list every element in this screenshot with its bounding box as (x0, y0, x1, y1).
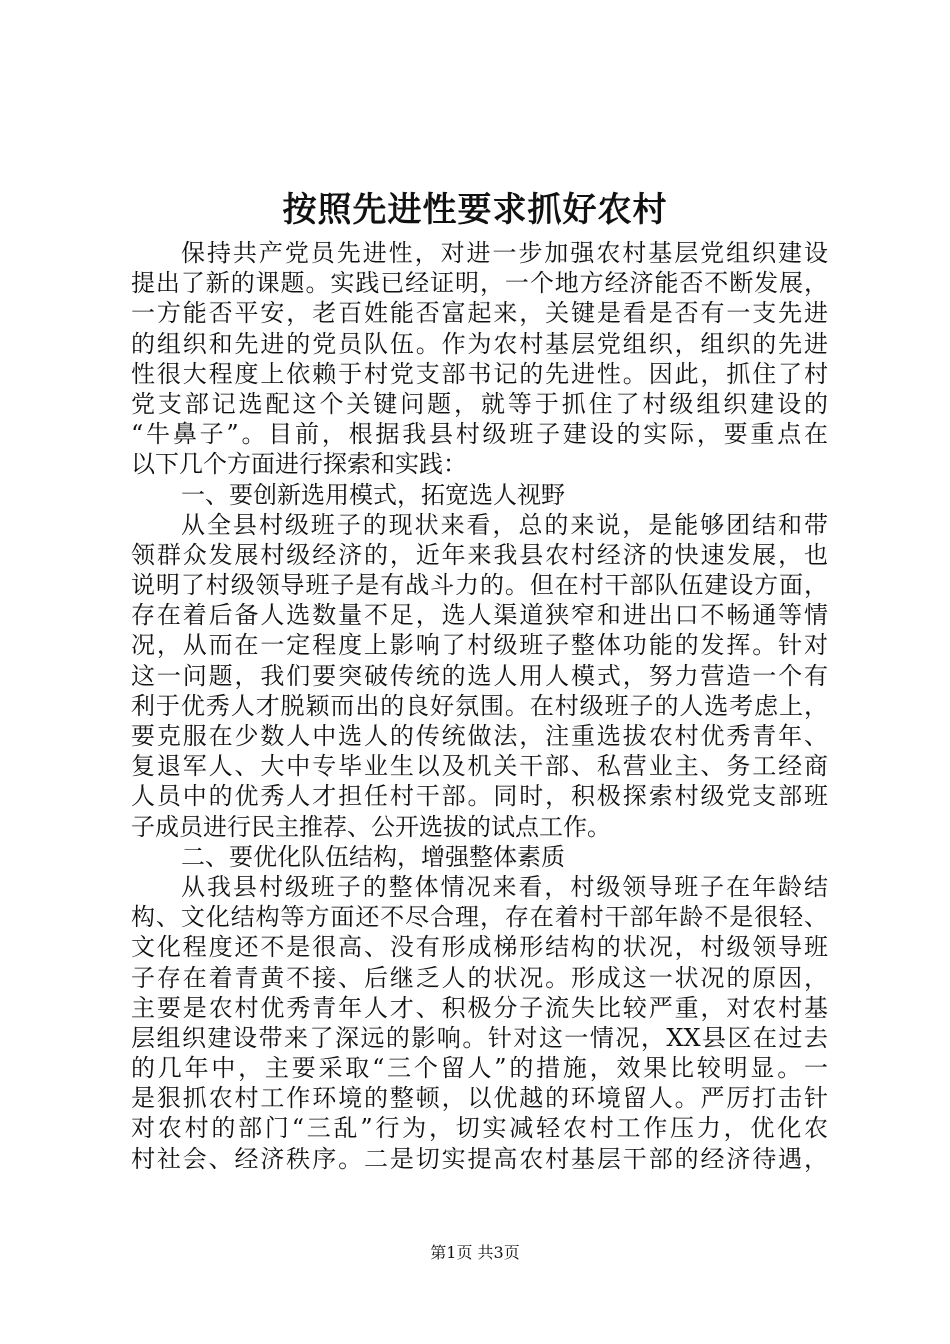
text-line: 领群众发展村级经济的，近年来我县农村经济的快速发展，也 (131, 540, 828, 569)
text-line: 一、要创新选用模式，拓宽选人视野 (181, 480, 565, 509)
text-line: 党支部记选配这个关键问题，就等于抓住了村级组织建设的 (131, 389, 828, 418)
text-line: 说明了村级领导班子是有战斗力的。但在村干部队伍建设方面， (131, 571, 828, 600)
text-line: 从全县村级班子的现状来看，总的来说，是能够团结和带 (181, 510, 828, 539)
page-footer: 第1页 共3页 (430, 1243, 520, 1262)
text-line: 利于优秀人才脱颖而出的良好氛围。在村级班子的人选考虑上， (131, 691, 828, 720)
text-line: 构、文化结构等方面还不尽合理，存在着村干部年龄不是很轻、 (131, 903, 828, 932)
text-line: 存在着后备人选数量不足，选人渠道狭窄和进出口不畅通等情 (131, 601, 828, 630)
text-line: 提出了新的课题。实践已经证明，一个地方经济能否不断发展， (131, 269, 828, 298)
text-line: 主要是农村优秀青年人才、积极分子流失比较严重，对农村基 (131, 993, 828, 1022)
text-line: 一方能否平安，老百姓能否富起来，关键是看是否有一支先进 (131, 299, 828, 328)
text-line: 要克服在少数人中选人的传统做法，注重选拔农村优秀青年、 (131, 722, 828, 750)
text-line: 层组织建设带来了深远的影响。针对这一情况，XX县区在过去 (131, 1023, 828, 1052)
text-line: 村社会、经济秩序。二是切实提高农村基层干部的经济待遇， (131, 1144, 828, 1173)
text-line: 复退军人、大中专毕业生以及机关干部、私营业主、务工经商 (131, 752, 828, 781)
text-line: 以下几个方面进行探索和实践： (131, 450, 467, 479)
text-line: 二、要优化队伍结构，增强整体素质 (181, 842, 565, 871)
text-line: 这一问题，我们要突破传统的选人用人模式，努力营造一个有 (131, 661, 828, 690)
text-line: “牛鼻子”。目前，根据我县村级班子建设的实际，要重点在 (131, 420, 828, 449)
text-line: 的组织和先进的党员队伍。作为农村基层党组织，组织的先进 (131, 329, 828, 358)
text-line: 保持共产党员先进性，对进一步加强农村基层党组织建设 (181, 239, 828, 267)
text-line: 性很大程度上依赖于村党支部书记的先进性。因此，抓住了村 (131, 359, 828, 388)
text-line: 是狠抓农村工作环境的整顿，以优越的环境留人。严厉打击针 (131, 1084, 828, 1113)
text-line: 对农村的部门“三乱”行为，切实减轻农村工作压力，优化农 (131, 1114, 828, 1143)
text-line: 从我县村级班子的整体情况来看，村级领导班子在年龄结 (181, 872, 828, 901)
document-title: 按照先进性要求抓好农村 (282, 190, 668, 230)
text-line: 子成员进行民主推荐、公开选拔的试点工作。 (131, 812, 611, 841)
text-line: 人员中的优秀人才担任村干部。同时，积极探索村级党支部班 (131, 782, 828, 811)
document-body (131, 238, 828, 1174)
text-line: 文化程度还不是很高、没有形成梯形结构的状况，村级领导班 (131, 933, 828, 962)
text-line: 况，从而在一定程度上影响了村级班子整体功能的发挥。针对 (131, 631, 828, 660)
text-line: 子存在着青黄不接、后继乏人的状况。形成这一状况的原因， (131, 963, 828, 992)
text-line: 的几年中，主要采取“三个留人”的措施，效果比较明显。一 (131, 1054, 828, 1083)
